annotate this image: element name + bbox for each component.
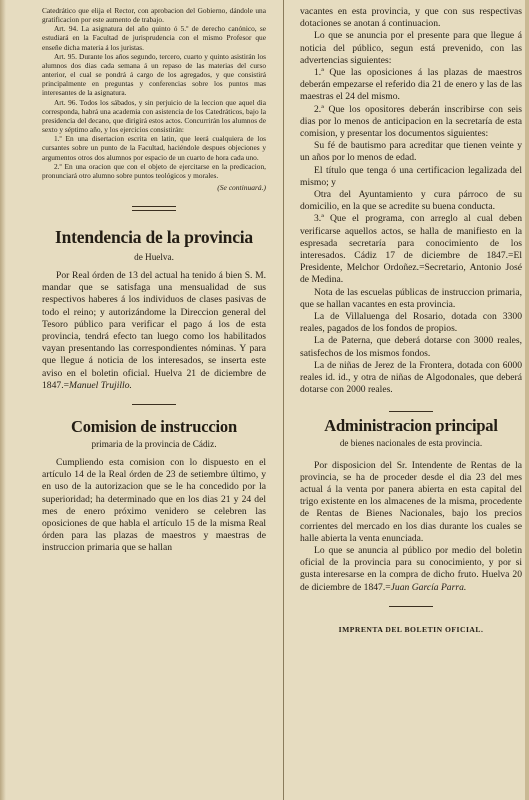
notice-paragraph: 3.ª Que el programa, con arreglo al cual deben verificarse aquellos actos, se halla de manifiesto en la espresada secretaría para conocimiento de los interesados. Cádiz 17 de diciembre de 1847.=El Presidente, Melchor Ordoñez.=Secretario, Antonio José de Medina. xyxy=(300,213,522,286)
administracion-body: Por disposicion del Sr. Intendente de Rentas de la provincia, se ha de proceder desde el dia 23 del mes actual á la venta por panera abierta en esta capital del trigo existente en los almacenes de la misma, procedente de Rentas de Bienes Nacionales, bajo los precios corrientes del mercado en los dias durante los cuales se halle abierta la venta enunciada. xyxy=(300,459,522,544)
section-separator xyxy=(132,210,176,211)
notice-paragraph: La de Paterna, que deberá dotarse con 3000 reales, satisfechos de los mismos fondos. xyxy=(300,335,522,359)
administracion-subheading: de bienes nacionales de esta provincia. xyxy=(339,437,483,448)
notice-paragraph: Su fé de bautismo para acreditar que tienen veinte y un años por lo menos de edad. xyxy=(300,140,522,164)
administracion-notice xyxy=(300,460,522,594)
left-column xyxy=(42,6,266,555)
article-paragraph: 2.º En una oracion que con el objeto de ejercitarse en la predicacion, pronunciará otro alumno sobre puntos teológicos y morales. xyxy=(42,161,266,180)
article-paragraph: Art. 94. La asignatura del año quinto ó 5.º de derecho canónico, se estudiará en la Facultad de jurisprudencia con el mismo Profesor que enseñe dicha materia á los juristas. xyxy=(42,24,266,52)
intendencia-heading: Intendencia de la provincia xyxy=(55,226,253,247)
column-divider xyxy=(283,0,284,800)
intendencia-notice xyxy=(42,270,266,392)
continued-note: (Se continuará.) xyxy=(217,182,266,192)
article-paragraph: Art. 95. Durante los años segundo, tercero, cuarto y quinto asistirán los alumnos dos dias cada semana á un repaso de las materias del curso anterior, el cual se pondrá á cargo de los agregados, y que consistirá principalmente en preguntas y conferencias sobre los puntos mas interesantes de la asignatura. xyxy=(42,51,266,98)
comision-notice xyxy=(42,457,266,555)
notice-paragraph: Nota de las escuelas públicas de instruccion primaria, que se hallan vacantes en esta provincia. xyxy=(300,286,522,310)
notice-paragraph: La de Villaluenga del Rosario, dotada con 3300 reales, pagados de los fondos de propios. xyxy=(300,311,522,335)
comision-body: Cumpliendo esta comision con lo dispuesto en el artículo 14 de la Real órden de 23 de setiembre último, y en uso de la autorizacion que se le ha concedido por la superioridad; ha determinado que en los dias 21 y 24 del mes de enero próximo venidero se celebren las oposiciones de que habla el artículo 15 de la misma Real órden para las plazas de maestros y maestras de instruccion primaria que se hallan xyxy=(42,457,266,554)
article-paragraph: Art. 96. Todos los sábados, y sin perjuicio de la leccion que aquel dia corresponda, habrá una academia con asistencia de los Catedráticos, bajo la presidencia del decano, que dirigirá estos actos. Concurrirán los alumnos de sexto y séptimo año, y los ejercicios consistirán: xyxy=(42,97,266,135)
reglamento-articles xyxy=(42,6,266,180)
administracion-signature: Juan García Parra. xyxy=(390,581,467,593)
notice-paragraph: La de niñas de Jerez de la Frontera, dotada con 6000 reales id. id., y otra de niñas de Algodonales, que deberá dotarse con 2000 reales. xyxy=(300,359,522,396)
comision-heading: Comision de instruccion xyxy=(71,417,237,436)
intendencia-body: Por Real órden de 13 del actual ha tenido á bien S. M. mandar que se satisfaga una mensualidad de sus respectivos haberes á los individuos de clases pasivas de todo el reino; y autorizándome la Direccion general del Tesoro público para verificar el pago á los de esta provincia, tendrá efecto tan luego como los habilitados vayan presentando las correspondientes nóminas. Y para que llegue á noticia de los interesados, se inserta este aviso en el boletin oficial. Huelva 21 de diciembre de 1847.= xyxy=(42,269,266,391)
administracion-body2: Lo que se anuncia al público por medio del boletin oficial de la provincia para su conocimiento, y por si gusta interesarse en la compra de dicho fruto. Huelva 20 de diciembre de 1847.= xyxy=(300,544,522,593)
intendencia-signature: Manuel Trujillo. xyxy=(69,379,132,391)
section-separator xyxy=(132,404,176,405)
administracion-heading: Administracion principal xyxy=(324,415,498,435)
intendencia-subheading: de Huelva. xyxy=(134,251,174,262)
article-paragraph: 1.º En una disertacion escrita en latin, que leerá cualquiera de los cursantes sobre un punto de la Facultad, haciéndole despues objeciones y argumentos otros dos alumnos por espacio de un cuarto de hora cada uno. xyxy=(42,134,266,162)
printer-imprint: IMPRENTA DEL BOLETIN OFICIAL. xyxy=(338,624,484,634)
comision-subheading: primaria de la provincia de Cádiz. xyxy=(91,439,217,449)
right-column xyxy=(300,6,522,634)
section-separator xyxy=(389,411,433,412)
notice-paragraph: vacantes en esta provincia, y que con sus respectivas dotaciones se anotan á continuacion. xyxy=(300,6,522,30)
notice-paragraph: Otra del Ayuntamiento y cura párroco de su domicilio, en la que se acredite su buena conducta. xyxy=(300,189,522,213)
section-separator xyxy=(132,206,176,207)
page-edge-left xyxy=(0,0,6,800)
notice-paragraph: El título que tenga ó una certificacion legalizada del mismo; y xyxy=(300,164,522,188)
notice-paragraph: 1.ª Que las oposiciones á las plazas de maestros deberán empezarse el referido dia 21 de enero y las de las maestras el 24 del mismo. xyxy=(300,67,522,103)
notice-paragraph: 2.ª Que los opositores deberán inscribirse con seis dias por lo menos de anticipacion en la secretaría de esta comision, y presentar los documentos siguientes: xyxy=(300,103,522,140)
comision-continuation xyxy=(300,6,522,397)
section-separator xyxy=(389,606,433,607)
page-edge-right xyxy=(525,0,529,800)
notice-paragraph: Lo que se anuncia por el presente para que llegue á noticia del público, segun está prevenido, con las advertencias siguientes: xyxy=(300,30,522,66)
article-paragraph: Catedrático que elija el Rector, con aprobacion del Gobierno, dándole una gratificacion por este aumento de trabajo. xyxy=(42,6,266,25)
